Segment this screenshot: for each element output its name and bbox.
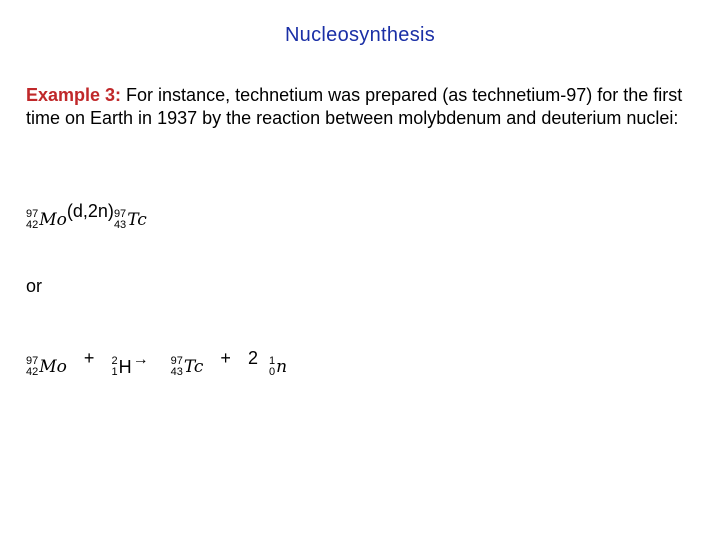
reaction-notation: (d,2n) bbox=[66, 201, 114, 221]
element-symbol: Mo bbox=[39, 357, 67, 377]
element-symbol: Mo bbox=[39, 210, 67, 230]
example-paragraph bbox=[26, 84, 696, 130]
element-symbol: Tc bbox=[183, 357, 204, 377]
element-symbol: Tc bbox=[127, 210, 147, 230]
example-text: For instance, technetium was prepared (as technetium-97) for the first time on Earth in 1937 by the reaction between molybdenum and deuterium nuclei: bbox=[26, 85, 683, 128]
atomic-number: 0 bbox=[268, 366, 276, 378]
nuclide-technetium-97 bbox=[114, 209, 147, 231]
nuclide-molybdenum-97 bbox=[26, 209, 67, 231]
atomic-number: 42 bbox=[26, 219, 39, 231]
neutron-coefficient: 2 bbox=[247, 348, 258, 368]
example-label: Example 3: bbox=[26, 85, 122, 105]
mass-number: 97 bbox=[113, 208, 127, 220]
mass-number: 97 bbox=[26, 208, 39, 220]
mass-number: 97 bbox=[26, 355, 39, 367]
plus-sign: + bbox=[220, 348, 231, 368]
nuclide-technetium-97 bbox=[171, 356, 204, 378]
atomic-number: 1 bbox=[111, 366, 118, 378]
atomic-number: 43 bbox=[170, 366, 183, 378]
nuclide-neutron bbox=[269, 356, 287, 378]
element-symbol: n bbox=[276, 357, 288, 377]
mass-number: 1 bbox=[268, 355, 276, 367]
or-text: or bbox=[26, 276, 43, 296]
reaction-equation-short bbox=[26, 201, 147, 231]
mass-number: 97 bbox=[170, 355, 183, 367]
atomic-number: 42 bbox=[26, 366, 39, 378]
mass-number: 2 bbox=[111, 355, 118, 367]
slide-title: Nucleosynthesis bbox=[284, 24, 436, 46]
nuclide-molybdenum-97 bbox=[26, 356, 67, 378]
reaction-arrow-icon: → bbox=[132, 351, 149, 368]
plus-sign: + bbox=[83, 348, 95, 368]
element-symbol: H bbox=[118, 356, 132, 377]
nuclide-deuterium bbox=[111, 356, 131, 378]
atomic-number: 43 bbox=[113, 219, 127, 231]
reaction-equation-full bbox=[26, 348, 287, 378]
